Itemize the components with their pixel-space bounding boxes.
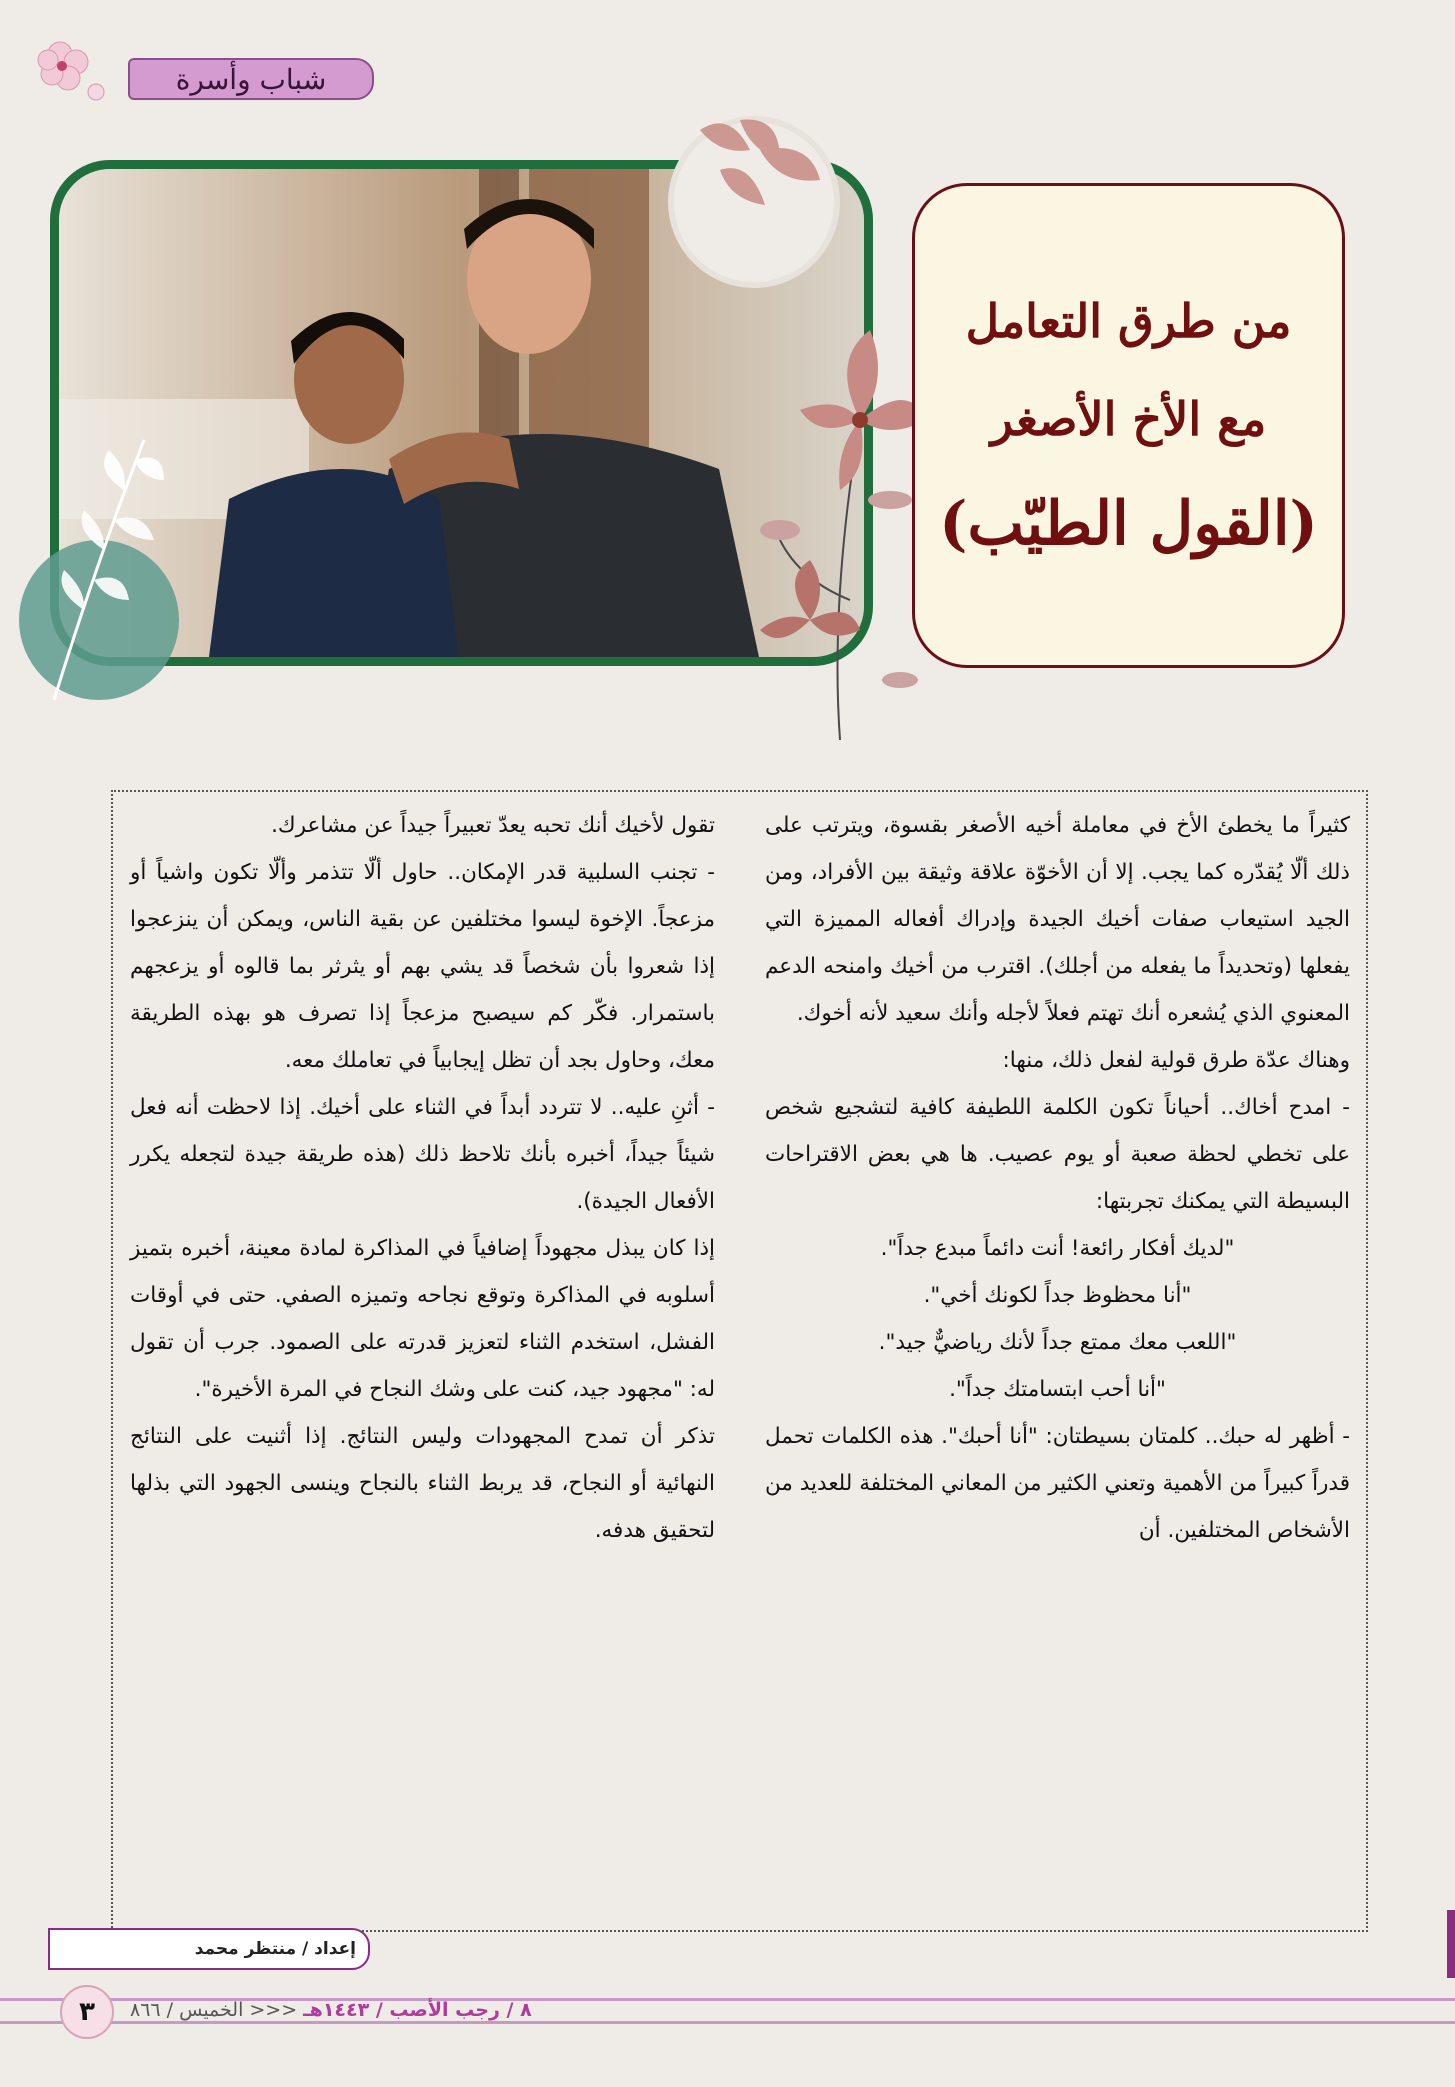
paragraph: تذكر أن تمدح المجهودات وليس النتائج. إذا أثنيت على النتائج النهائية أو النجاح، قد يربط الثناء بالنجاح وينسى الجهود التي بذلها لتحقيق هدفه. — [130, 1424, 715, 1543]
paragraph: إذا كان يبذل مجهوداً إضافياً في المذاكرة لمادة معينة، أخبره بتميز أسلوبه في المذاكرة وتوقع نجاحه وتميزه الصفي. حتى في أوقات الفشل، استخدم الثناء لتعزيز قدرته على الصمود. جرب أن تقول له: "مجهود جيد، كنت على وشك النجاح في المرة الأخيرة". — [130, 1236, 715, 1402]
title-line-1: من طرق التعامل — [965, 293, 1292, 348]
olive-leaf-icon — [14, 420, 184, 714]
leaf-branch-icon — [670, 110, 840, 264]
article-body — [111, 790, 1368, 1932]
quote: "أنا محظوظ جداً لكونك أخي". — [923, 1283, 1192, 1308]
decorative-bar — [1447, 1910, 1455, 1978]
paragraph: - امدح أخاك.. أحياناً تكون الكلمة اللطيفة كافية لتشجيع شخص على تخطي لحظة صعبة أو يوم عصيب. ها هي بعض الاقتراحات البسيطة التي يمكنك تجربتها: — [765, 1095, 1350, 1214]
quote: "أنا أحب ابتسامتك جداً". — [949, 1377, 1166, 1402]
title-line-2: مع الأخ الأصغر — [990, 391, 1267, 446]
flowers-icon — [740, 300, 930, 744]
footer-issue: الخميس / ٨٦٦ — [130, 1999, 244, 2021]
paragraph: - تجنب السلبية قدر الإمكان.. حاول ألّا تتذمر وألّا تكون واشياً أو مزعجاً. الإخوة ليسوا مختلفين عن بقية الناس، ويمكن أن ينزعجوا إذا شعروا بأن شخصاً قد يشي بهم أو يثرثر بما قالوه أو يزعجهم باستمرار. فكّر كم سيصبح مزعجاً إذا تصرف هو بهذه الطريقة معك، وحاول بجد أن تظل إيجابياً في تعاملك معه. — [130, 860, 715, 1073]
quote: "اللعب معك ممتع جداً لأنك رياضيٌّ جيد". — [878, 1330, 1237, 1355]
section-label: شباب وأسرة — [128, 58, 374, 100]
paragraph: وهناك عدّة طرق قولية لفعل ذلك، منها: — [1002, 1048, 1350, 1073]
footer-date: ٨ / رجب الأصب / ١٤٤٣هـ — [303, 1999, 532, 2021]
paragraph: تقول لأخيك أنك تحبه يعدّ تعبيراً جيداً عن مشاعرك. — [271, 813, 715, 838]
cherry-blossom-icon — [30, 34, 110, 108]
article-title-box — [912, 183, 1345, 668]
article-column-right — [765, 802, 1350, 1554]
author-credit: إعداد / منتظر محمد — [48, 1928, 370, 1970]
footer-info — [130, 1996, 532, 2024]
paragraph: كثيراً ما يخطئ الأخ في معاملة أخيه الأصغر بقسوة، ويترتب على ذلك ألّا يُقدّره كما يجب. إلا أن الأخوّة علاقة وثيقة بين الأفراد، ومن الجيد استيعاب صفات أخيك الجيدة وإدراك أفعاله المميزة التي يفعلها (وتحديداً ما يفعله من أجلك). اقترب من أخيك وامنحه الدعم المعنوي الذي يُشعره أنك تهتم فعلاً لأجله وأنك سعيد لأنه أخوك. — [765, 813, 1350, 1026]
title-line-3: (القول الطيّب) — [939, 488, 1318, 559]
quote: "لديك أفكار رائعة! أنت دائماً مبدع جداً". — [880, 1236, 1235, 1261]
article-column-left — [130, 802, 715, 1554]
paragraph: - أثنِ عليه.. لا تتردد أبداً في الثناء على أخيك. إذا لاحظت أنه فعل شيئاً جيداً، أخبره بأنك تلاحظ ذلك (هذه طريقة جيدة لتجعله يكرر الأفعال الجيدة). — [130, 1095, 715, 1214]
paragraph: - أظهر له حبك.. كلمتان بسيطتان: "أنا أحبك". هذه الكلمات تحمل قدراً كبيراً من الأهمية وتعني الكثير من المعاني المختلفة للعديد من الأشخاص المختلفين. أن — [765, 1424, 1350, 1543]
page-number: ٣ — [60, 1985, 114, 2039]
footer-separator: <<< — [249, 1999, 298, 2021]
